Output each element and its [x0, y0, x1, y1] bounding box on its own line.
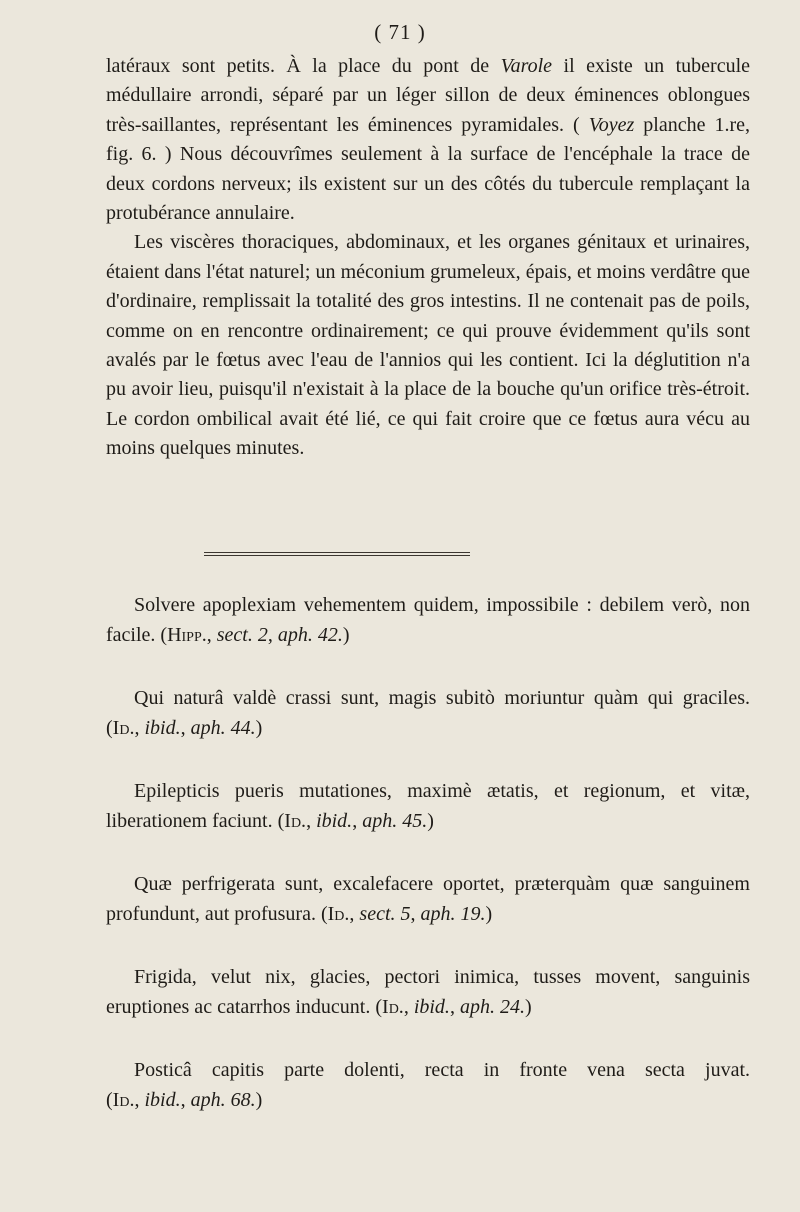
- aphorism-reference: [160, 624, 349, 646]
- ref-author: Id.: [112, 717, 135, 739]
- ref-sep: ,: [180, 717, 191, 739]
- ref-author: Id.: [284, 810, 307, 832]
- ref-aph: aph. 19.: [420, 903, 486, 925]
- ref-paren: (: [106, 717, 113, 739]
- aphorism: [106, 1055, 750, 1115]
- ref-paren: (: [106, 1089, 113, 1111]
- ref-paren: (: [320, 903, 328, 925]
- ref-section: ibid.: [413, 996, 450, 1018]
- ref-paren: (: [160, 624, 168, 646]
- ref-author: Id.: [382, 996, 404, 1018]
- aphorism-reference: [106, 717, 262, 739]
- ref-sep: ,: [180, 1089, 191, 1111]
- ref-section: sect. 5: [359, 903, 411, 925]
- ref-paren: ): [255, 1089, 263, 1111]
- ref-sep: ,: [352, 810, 363, 832]
- ref-sep: ,: [267, 624, 278, 646]
- ref-aph: aph. 44.: [190, 717, 256, 739]
- ref-paren: (: [375, 996, 383, 1018]
- ref-author: Id.: [112, 1089, 135, 1111]
- ref-sep: ,: [410, 903, 421, 925]
- aphorism: [106, 590, 750, 650]
- ref-sep: ,: [134, 1089, 145, 1111]
- ref-paren: ): [255, 717, 263, 739]
- ref-aph: aph. 68.: [190, 1089, 256, 1111]
- aphorism-reference: [278, 810, 434, 832]
- ref-aph: aph. 24.: [459, 996, 525, 1018]
- ref-paren: ): [524, 996, 532, 1018]
- aphorism-text: Solvere apoplexiam vehementem quidem, impossibile : debilem verò, non facile.: [106, 594, 750, 646]
- italic-voyez: Voyez: [588, 113, 635, 136]
- ref-section: sect. 2: [216, 624, 268, 646]
- ref-sep: ,: [449, 996, 460, 1018]
- aphorism-reference: [106, 1089, 262, 1111]
- ref-sep: ,: [206, 624, 217, 646]
- aphorism-text: Posticâ capitis parte dolenti, recta in fronte vena secta juvat.: [134, 1059, 750, 1081]
- ref-aph: aph. 45.: [362, 810, 428, 832]
- aphorism-text: Qui naturâ valdè crassi sunt, magis subitò moriuntur quàm qui graciles.: [134, 687, 750, 709]
- aphorism: [106, 869, 750, 929]
- ref-section: ibid.: [316, 810, 353, 832]
- aphorism-reference: [375, 996, 531, 1018]
- ref-paren: (: [277, 810, 285, 832]
- paragraph-viscera: Les viscères thoraciques, abdominaux, et les organes génitaux et urinaires, étaient dans l'état naturel; un méconium grumeleux, épais, et moins verdâtre que d'ordinaire, remplissait la totalité des gros intestins. Il ne contenait pas de poils, comme on en rencontre ordinairement; ce qui prouve évidemment qu'ils sont avalés par le fœtus avec l'eau de l'annios qui les contient. Ici la déglutition n'a pu avoir lieu, puisqu'il n'existait à la place de la bouche qu'un orifice très-étroit. Le cordon ombilical avait été lié, ce qui fait croire que ce fœtus aura vécu au moins quelques minutes.: [106, 231, 750, 460]
- ref-paren: ): [427, 810, 434, 832]
- text-run: il existe un tubercule médullaire arrondi, séparé par un léger sillon de deux éminences oblongues très-saillantes, représentant les éminences pyramidales. (: [106, 55, 751, 136]
- aphorism-text: Quæ perfrigerata sunt, excalefacere oportet, præterquàm quæ sanguinem profundunt, aut profusura.: [106, 873, 750, 925]
- ref-section: ibid.: [144, 717, 181, 739]
- ref-author: Hipp.: [167, 624, 207, 646]
- ref-sep: ,: [349, 903, 360, 925]
- ref-aph: aph. 42.: [277, 624, 343, 646]
- italic-varole: Varole: [500, 55, 553, 77]
- section-divider: [204, 552, 470, 556]
- ref-sep: ,: [403, 996, 414, 1018]
- aphorism-text: Frigida, velut nix, glacies, pectori inimica, tusses movent, sanguinis eruptiones ac catarrhos inducunt.: [106, 966, 750, 1018]
- text-run: planche 1.re, fig. 6. ) Nous découvrîmes seulement à la surface de l'encéphale la trace de deux cordons nerveux; ils existent sur un des côtés du tubercule remplaçant la protubérance annulaire.: [106, 113, 750, 225]
- aphorism: [106, 962, 750, 1022]
- ref-paren: ): [485, 903, 493, 925]
- ref-section: ibid.: [144, 1089, 181, 1111]
- paragraph-anatomy: [106, 52, 750, 228]
- text-run: latéraux sont petits. À la place du pont de: [106, 55, 501, 77]
- aphorism: [106, 683, 750, 743]
- aphorism: [106, 776, 750, 836]
- ref-sep: ,: [306, 810, 317, 832]
- french-text-block: [106, 52, 750, 464]
- aphorism-text: Epilepticis pueris mutationes, maximè ætatis, et regionum, et vitæ, liberationem faciunt.: [106, 780, 750, 832]
- aphorism-reference: [321, 903, 492, 925]
- ref-sep: ,: [134, 717, 145, 739]
- page-number: ( 71 ): [374, 20, 426, 44]
- ref-author: Id.: [327, 903, 350, 925]
- ref-paren: ): [342, 624, 350, 646]
